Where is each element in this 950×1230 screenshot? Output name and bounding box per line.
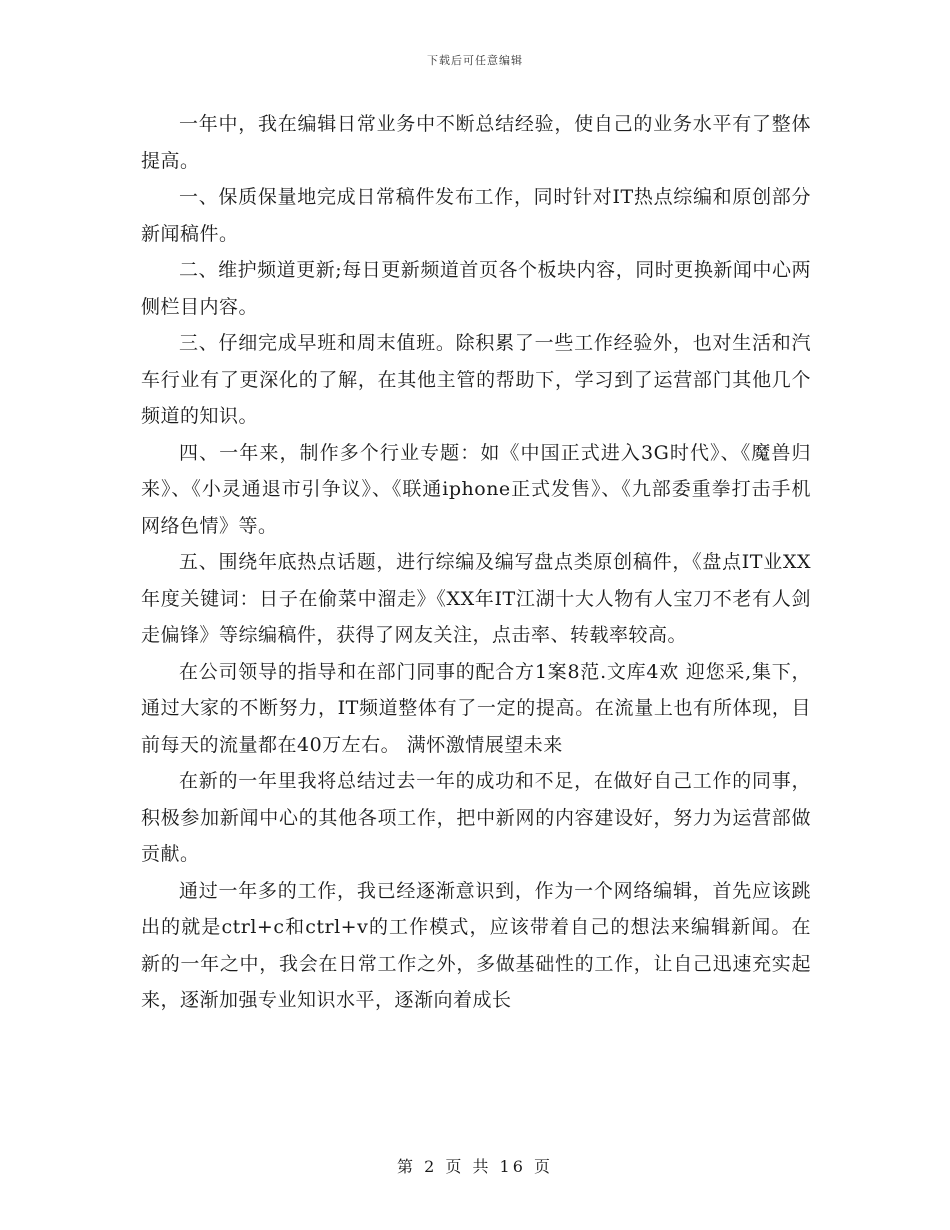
paragraph-8: 在新的一年里我将总结过去一年的成功和不足，在做好自己工作的同事，积极参加新闻中心的其他各项工作，把中新网的内容建设好，努力为运营部做贡献。 — [141, 770, 811, 865]
page-number-footer: 第 2 页 共 16 页 — [397, 1157, 553, 1176]
paragraph-9: 通过一年多的工作，我已经逐渐意识到，作为一个网络编辑，首先应该跳出的就是ctrl+c和ctrl+v的工作模式，应该带着自己的想法来编辑新闻。在新的一年之中，我会在日常工作之外，多做基础性的工作，让自己迅速充实起来，逐渐加强专业知识水平，逐渐向着成长 — [141, 879, 811, 1011]
paragraph-4: 三、仔细完成早班和周末值班。除积累了一些工作经验外，也对生活和汽车行业有了更深化的了解，在其他主管的帮助下，学习到了运营部门其他几个频道的知识。 — [141, 332, 811, 427]
paragraph-1: 一年中，我在编辑日常业务中不断总结经验，使自己的业务水平有了整体提高。 — [141, 113, 811, 172]
paragraph-7: 在公司领导的指导和在部门同事的配合方1案8范.文库4欢 迎您采,集下，通过大家的不断努力，IT频道整体有了一定的提高。在流量上也有所体现，目前每天的流量都在40万左右。 满怀激情展望未来 — [141, 660, 811, 756]
paragraph-2: 一、保质保量地完成日常稿件发布工作，同时针对IT热点综编和原创部分新闻稿件。 — [141, 186, 811, 245]
paragraph-3: 二、维护频道更新;每日更新频道首页各个板块内容，同时更换新闻中心两侧栏目内容。 — [141, 259, 811, 318]
page-header: 下载后可任意编辑 — [427, 54, 523, 67]
paragraph-6: 五、围绕年底热点话题，进行综编及编写盘点类原创稿件，《盘点IT业XX年度关键词：日子在偷菜中溜走》《XX年IT江湖十大人物有人宝刀不老有人剑走偏锋》等综编稿件，获得了网友关注，点击率、转载率较高。 — [141, 551, 811, 646]
document-body — [141, 106, 811, 1019]
paragraph-5: 四、一年来，制作多个行业专题：如《中国正式进入3G时代》、《魔兽归来》、《小灵通退市引争议》、《联通iphone正式发售》、《九部委重拳打击手机网络色情》等。 — [141, 441, 811, 537]
